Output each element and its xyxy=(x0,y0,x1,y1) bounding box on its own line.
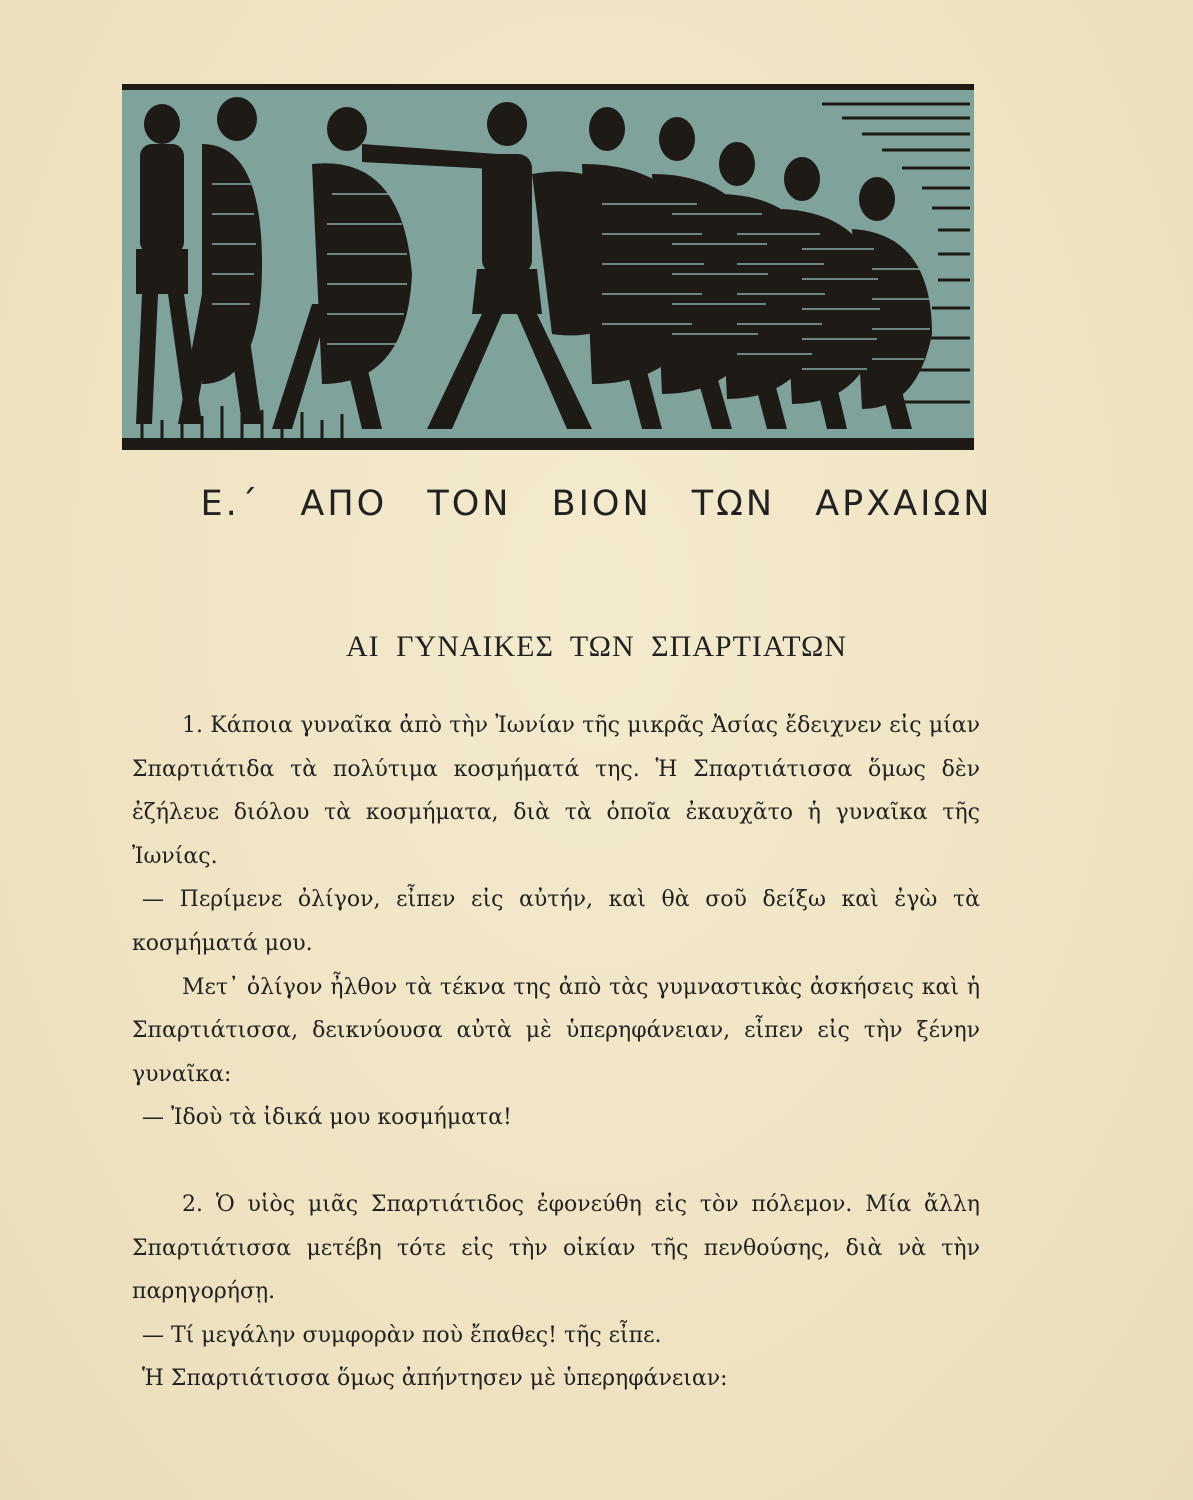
paragraph-gap xyxy=(132,1140,980,1183)
section-title: ΑΙ ΓΥΝΑΙΚΕΣ ΤΩΝ ΣΠΑΡΤΙΑΤΩΝ xyxy=(345,630,848,663)
spartan-warriors-illustration xyxy=(122,84,974,450)
paragraph-4: — Ἰδοὺ τὰ ἰδικά μου κοσμήματα! xyxy=(142,1105,512,1131)
paragraph-3: Μετ᾽ ὀλίγον ἦλθον τὰ τέκνα της ἀπὸ τὰς γυμναστικὰς ἀσκήσεις καὶ ἡ Σπαρτιάτισσα, δεικνύουσα αὐτὰ μὲ ὑπερηφάνειαν, εἶπεν εἰς τὴν ξένην γυναῖκα: xyxy=(132,974,980,1087)
body-text xyxy=(132,704,980,1401)
warriors-frieze-svg xyxy=(122,84,974,450)
paragraph-2: — Περίμενε ὀλίγον, εἶπεν εἰς αὐτήν, καὶ θὰ σοῦ δείξω καὶ ἐγὼ τὰ κοσμήματά μου. xyxy=(132,887,980,956)
paragraph-7: Ἡ Σπαρτιάτισσα ὅμως ἀπήντησεν μὲ ὑπερηφάνειαν: xyxy=(142,1366,728,1392)
paragraph-6: — Τί μεγάλην συμφορὰν ποὺ ἔπαθες! τῆς εἶπε. xyxy=(142,1322,662,1348)
paragraph-1: 1. Κάποια γυναῖκα ἀπὸ τὴν Ἰωνίαν τῆς μικρᾶς Ἀσίας ἔδειχνεν εἰς μίαν Σπαρτιάτιδα τὰ πολύτιμα κοσμήματά της. Ἡ Σπαρτιάτισσα ὅμως δὲν ἐζήλευε διόλου τὰ κοσμήματα, διὰ τὰ ὁποῖα ἐκαυχᾶτο ἡ γυναῖκα τῆς Ἰωνίας. xyxy=(132,713,980,869)
chapter-heading: Ε.΄ ΑΠΟ ΤΟΝ ΒΙΟΝ ΤΩΝ ΑΡΧΑΙΩΝ xyxy=(200,484,993,524)
paragraph-5: 2. Ὁ υἱὸς μιᾶς Σπαρτιάτιδος ἐφονεύθη εἰς τὸν πόλεμον. Μία ἄλλη Σπαρτιάτισσα μετέβη τότε εἰς τὴν οἰκίαν τῆς πενθούσης, διὰ νὰ τὴν παρηγορήσῃ. xyxy=(132,1191,980,1305)
